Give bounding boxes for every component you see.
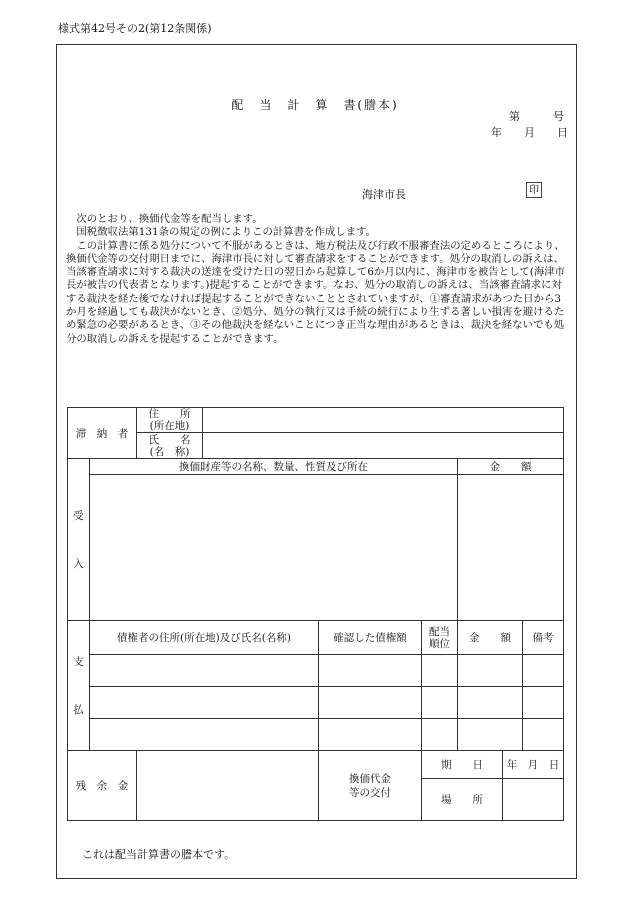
place-label: 場 所 [422,779,503,821]
rank-cell[interactable] [422,719,458,751]
name-label [137,433,203,459]
paragraph: 次のとおり、換価代金等を配当します。 [66,213,263,225]
confirmed-cell[interactable] [319,655,422,687]
payment-amount-header: 金 額 [458,621,523,655]
document-title: 配 当 計 算 書(謄本) [231,98,399,112]
paragraph: この計算書に係る処分について不服があるときは、地方税法及び行政不服審査法の定めるところにより、換価代金等の交付期日までに、海津市長に対して審査請求をすることができます。処分の取消しの訴えは、当該審査請求に対する裁決の送達を受けた日の翌日から起算して6か月以内に、海津市を被告として(海津市長が被告の代表者となります。)提起することができます。なお、処分の取消しの訴えは、当該審査請求に対する裁決を経た後でなければ提起することができないこととされていますが、①審査請求があつた日から3か月を経過しても裁決がないとき、②処分、処分の執行又は手続の続行により生ずる著しい損害を避けるため緊急の必要があるとき、③その他裁決を経ないことにつき正当な理由があるときは、裁決を経ないでも処分の取消しの訴えを提起することができます。 [66,239,566,345]
creditor-header: 債権者の住所(所在地)及び氏名(名称) [90,621,319,655]
creditor-cell[interactable] [90,655,319,687]
payment-label: 支 払 [68,621,90,751]
name-label-sub: (名 称) [149,445,190,458]
remarks-cell[interactable] [523,655,564,687]
receipt-label: 受 入 [68,459,90,621]
form-number: 様式第42号その2(第12条関係) [58,22,212,35]
date-label: 期 日 [422,751,503,779]
creditor-cell[interactable] [90,687,319,719]
address-label-sub: (所在地) [149,420,190,432]
amount-cell[interactable] [458,475,564,621]
address-label-text: 住 所 [148,408,191,420]
name-cell[interactable] [203,433,564,459]
issuer-name: 海津市長 [362,188,406,201]
place-cell[interactable] [503,779,564,821]
property-cell[interactable] [90,475,458,621]
address-label [137,408,203,433]
amount-cell[interactable] [458,719,523,751]
amount-cell[interactable] [458,687,523,719]
remarks-cell[interactable] [523,687,564,719]
remarks-cell[interactable] [523,719,564,751]
delivery-label: 換価代金 等の交付 [319,751,422,821]
name-label-text: 氏 名 [148,433,191,446]
balance-cell[interactable] [137,751,319,821]
balance-label: 残 余 金 [68,751,137,821]
creditor-cell[interactable] [90,719,319,751]
address-cell[interactable] [203,408,564,433]
rank-header: 配当 順位 [422,621,458,655]
rank-cell[interactable] [422,687,458,719]
remarks-header: 備考 [523,621,564,655]
amount-header: 金 額 [458,459,564,475]
seal-mark: 印 [526,182,542,198]
date-value[interactable]: 年 月 日 [503,751,564,779]
rank-cell[interactable] [422,655,458,687]
body-text [66,213,566,346]
paragraph: 国税徴収法第131条の規定の例によりこの計算書を作成します。 [66,226,376,239]
allocation-table [67,407,564,821]
document-number: 第 号 [509,110,564,123]
delinquent-label: 滞 納 者 [68,408,137,459]
property-header: 換価財産等の名称、数量、性質及び所在 [90,459,458,475]
footer-note: これは配当計算書の謄本です。 [82,848,236,861]
confirmed-amount-header: 確認した債権額 [319,621,422,655]
document-date: 年 月 日 [491,126,568,139]
confirmed-cell[interactable] [319,719,422,751]
amount-cell[interactable] [458,655,523,687]
confirmed-cell[interactable] [319,687,422,719]
